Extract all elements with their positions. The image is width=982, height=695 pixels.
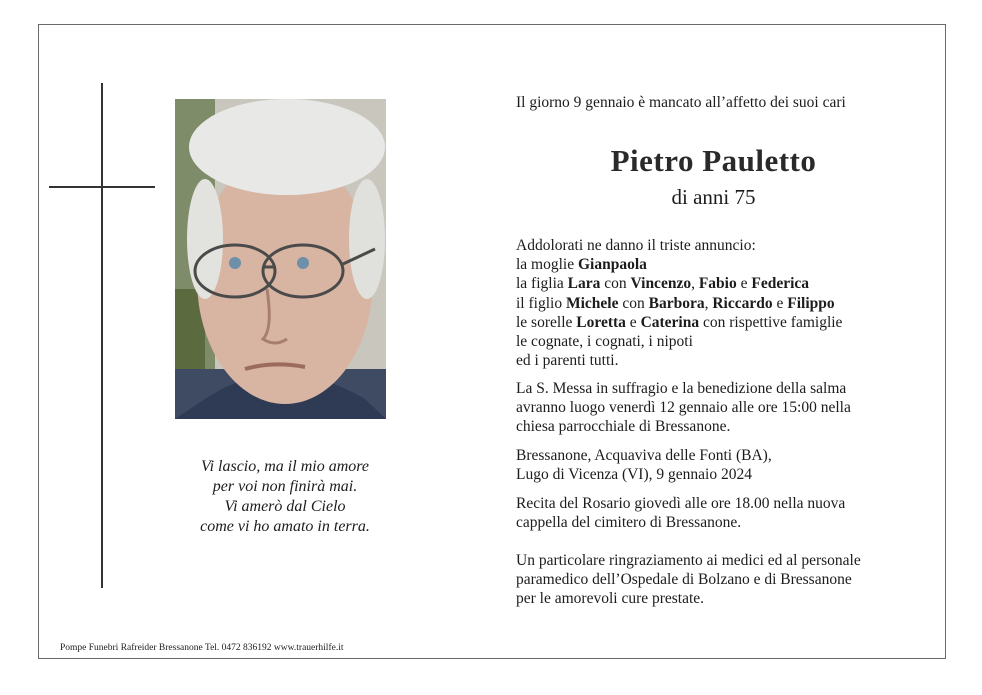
- family-name: Barbora: [648, 294, 705, 312]
- family-name: Filippo: [787, 294, 835, 312]
- family-name: Fabio: [698, 275, 737, 293]
- text: e: [772, 294, 788, 312]
- text: con rispettive famiglie: [699, 313, 843, 331]
- intro-line: Il giorno 9 gennaio è mancato all’affetto dei suoi cari: [516, 94, 846, 111]
- announcement-line: [516, 255, 916, 274]
- poem-line: Vi amerò dal Cielo: [224, 498, 346, 515]
- mass-line: La S. Messa in suffragio e la benedizione della salma: [516, 380, 847, 397]
- family-name: Caterina: [640, 313, 700, 331]
- text: e: [625, 313, 641, 331]
- place-line: Bressanone, Acquaviva delle Fonti (BA),: [516, 447, 772, 464]
- poem-line: per voi non finirà mai.: [212, 478, 358, 495]
- portrait-photo: [175, 99, 386, 419]
- rosary-line: cappella del cimitero di Bressanone.: [516, 514, 742, 532]
- poem-line: come vi ho amato in terra.: [200, 518, 370, 535]
- thanks-line: per le amorevoli cure prestate.: [516, 590, 705, 608]
- thanks-line: paramedico dell’Ospedale di Bolzano e di Bressanone: [516, 571, 852, 589]
- text: la moglie: [516, 256, 578, 274]
- family-name: Riccardo: [712, 294, 773, 312]
- family-name: Gianpaola: [578, 256, 647, 274]
- text: con: [618, 294, 649, 312]
- thanks-note: [516, 551, 916, 609]
- family-announcement: [516, 236, 916, 370]
- rosary-line: Recita del Rosario giovedì alle ore 18.00 nella nuova: [516, 495, 846, 512]
- family-name: Michele: [565, 294, 619, 312]
- date-line: Lugo di Vicenza (VI), 9 gennaio 2024: [516, 466, 752, 484]
- deceased-name: Pietro Pauletto: [610, 143, 817, 178]
- mass-line: chiesa parrocchiale di Bressanone.: [516, 418, 731, 436]
- poem: [150, 457, 420, 537]
- announcement-line: ed i parenti tutti.: [516, 352, 619, 370]
- mass-info: [516, 379, 916, 437]
- cross-vertical-bar: [101, 83, 103, 588]
- text: e: [736, 275, 752, 293]
- text: la figlia: [516, 275, 568, 293]
- funeral-home-footer: Pompe Funebri Rafreider Bressanone Tel. 0472 836192 www.trauerhilfe.it: [60, 643, 344, 653]
- rosary-info: [516, 494, 916, 532]
- mass-line: avranno luogo venerdì 12 gennaio alle ore 15:00 nella: [516, 399, 851, 417]
- text: ,: [704, 294, 713, 312]
- text: il figlio: [516, 294, 566, 312]
- text: ,: [691, 275, 699, 293]
- announcement-line: le cognate, i cognati, i nipoti: [516, 333, 693, 351]
- announcement-line: [516, 294, 916, 313]
- family-name: Lara: [567, 275, 601, 293]
- deceased-age: di anni 75: [671, 185, 756, 209]
- announcement-line: [516, 313, 916, 332]
- family-name: Loretta: [576, 313, 626, 331]
- family-name: Federica: [751, 275, 810, 293]
- poem-line: Vi lascio, ma il mio amore: [201, 458, 369, 475]
- announcement-line: Addolorati ne danno il triste annuncio:: [516, 237, 756, 254]
- text: le sorelle: [516, 313, 577, 331]
- thanks-line: Un particolare ringraziamento ai medici ed al personale: [516, 552, 861, 569]
- place-date: [516, 446, 916, 484]
- text: con: [600, 275, 631, 293]
- cross-horizontal-bar: [49, 186, 155, 188]
- family-name: Vincenzo: [630, 275, 692, 293]
- announcement-line: [516, 274, 916, 293]
